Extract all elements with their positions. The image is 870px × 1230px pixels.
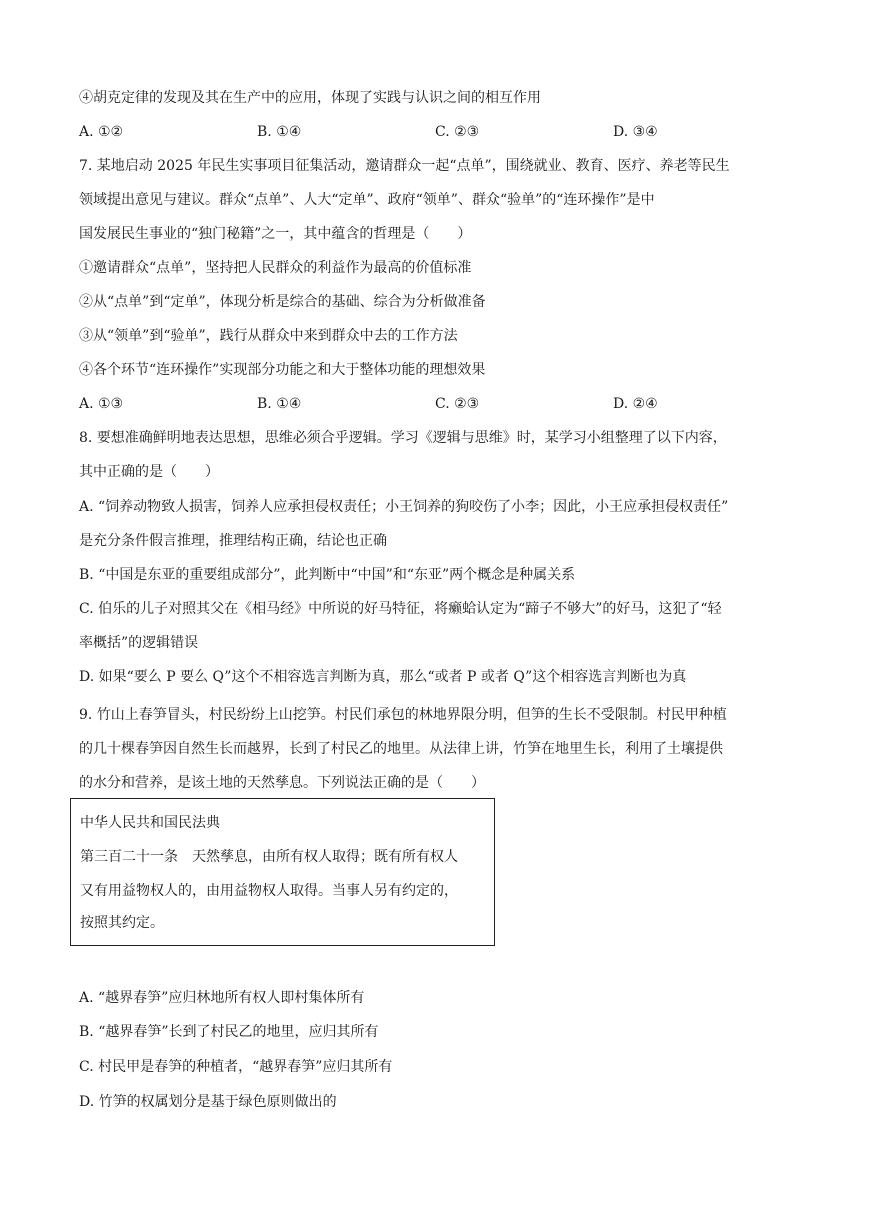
q8-stem-line-2: 其中正确的是（ ） xyxy=(79,464,219,480)
q7-option-a: A. ①③ xyxy=(79,396,124,412)
q7-statement-1: ①邀请群众“点单”，坚持把人民群众的利益作为最高的价值标准 xyxy=(79,260,472,276)
q8-option-a-line-2: 是充分条件假言推理，推理结构正确，结论也正确 xyxy=(79,533,387,549)
q7-option-d: D. ②④ xyxy=(613,396,658,412)
q7-option-c: C. ②③ xyxy=(435,396,480,412)
q8-stem-line-1: 8. 要想准确鲜明地表达思想，思维必须合乎逻辑。学习《逻辑与思维》时，某学习小组整理了以下内容， xyxy=(79,430,727,446)
q9-stem-line-1: 9. 竹山上春笋冒头，村民纷纷上山挖笋。村民们承包的林地界限分明，但笋的生长不受限制。村民甲种植 xyxy=(79,707,727,723)
q6-option-b: B. ①④ xyxy=(257,124,302,140)
q6-option-a: A. ①② xyxy=(79,124,124,140)
q7-statement-2: ②从“点单”到“定单”，体现分析是综合的基础、综合为分析做准备 xyxy=(79,294,486,310)
law-text-line-2: 又有用益物权人的，由用益物权人取得。当事人另有约定的， xyxy=(80,883,458,899)
q9-stem-line-2: 的几十棵春笋因自然生长而越界，长到了村民乙的地里。从法律上讲，竹笋在地里生长，利用了土壤提供 xyxy=(79,741,723,757)
q8-option-c-line-2: 率概括”的逻辑错误 xyxy=(79,635,199,651)
law-text-line-3: 按照其约定。 xyxy=(80,915,164,931)
q7-stem-line-3: 国发展民生事业的“独门秘籍”之一，其中蕴含的哲理是（ ） xyxy=(79,226,472,242)
q8-option-c-line-1: C. 伯乐的儿子对照其父在《相马经》中所说的好马特征，将癞蛤认定为“蹄子不够大”的好马，这犯了“轻 xyxy=(79,601,722,617)
q6-option-d: D. ③④ xyxy=(613,124,658,140)
q6-option-c: C. ②③ xyxy=(435,124,480,140)
q9-option-b: B. “越界春笋”长到了村民乙的地里，应归其所有 xyxy=(79,1024,379,1040)
q6-options xyxy=(79,122,799,142)
q7-statement-4: ④各个环节“连环操作”实现部分功能之和大于整体功能的理想效果 xyxy=(79,362,486,378)
law-title: 中华人民共和国民法典 xyxy=(80,815,220,831)
q7-option-b: B. ①④ xyxy=(257,396,302,412)
q8-option-a-line-1: A. “饲养动物致人损害，饲养人应承担侵权责任；小王饲养的狗咬伤了小李；因此，小王应承担侵权责任” xyxy=(79,499,729,515)
q9-option-c: C. 村民甲是春笋的种植者，“越界春笋”应归其所有 xyxy=(79,1059,393,1075)
q9-option-a: A. “越界春笋”应归林地所有权人即村集体所有 xyxy=(79,990,365,1006)
q9-option-d: D. 竹笋的权属划分是基于绿色原则做出的 xyxy=(79,1094,337,1110)
q7-stem-line-2: 领域提出意见与建议。群众“点单”、人大“定单”、政府“领单”、群众“验单”的“连环操作”是中 xyxy=(79,192,655,208)
q7-stem-line-1: 7. 某地启动 2025 年民生实事项目征集活动，邀请群众一起“点单”，围绕就业、教育、医疗、养老等民生 xyxy=(79,158,730,174)
q9-stem-line-3: 的水分和营养，是该土地的天然孳息。下列说法正确的是（ ） xyxy=(79,775,485,791)
q7-options xyxy=(79,394,799,414)
q6-statement-4: ④胡克定律的发现及其在生产中的应用，体现了实践与认识之间的相互作用 xyxy=(79,90,541,106)
law-text-line-1: 第三百二十一条 天然孳息，由所有权人取得；既有所有权人 xyxy=(80,849,458,865)
q8-option-b: B. “中国是东亚的重要组成部分”，此判断中“中国”和“东亚”两个概念是种属关系 xyxy=(79,567,576,583)
q8-option-d: D. 如果“要么 P 要么 Q”这个不相容选言判断为真，那么“或者 P 或者 Q”这个相容选言判断也为真 xyxy=(79,669,687,685)
civil-code-excerpt-box xyxy=(70,798,495,946)
q7-statement-3: ③从“领单”到“验单”，践行从群众中来到群众中去的工作方法 xyxy=(79,328,458,344)
